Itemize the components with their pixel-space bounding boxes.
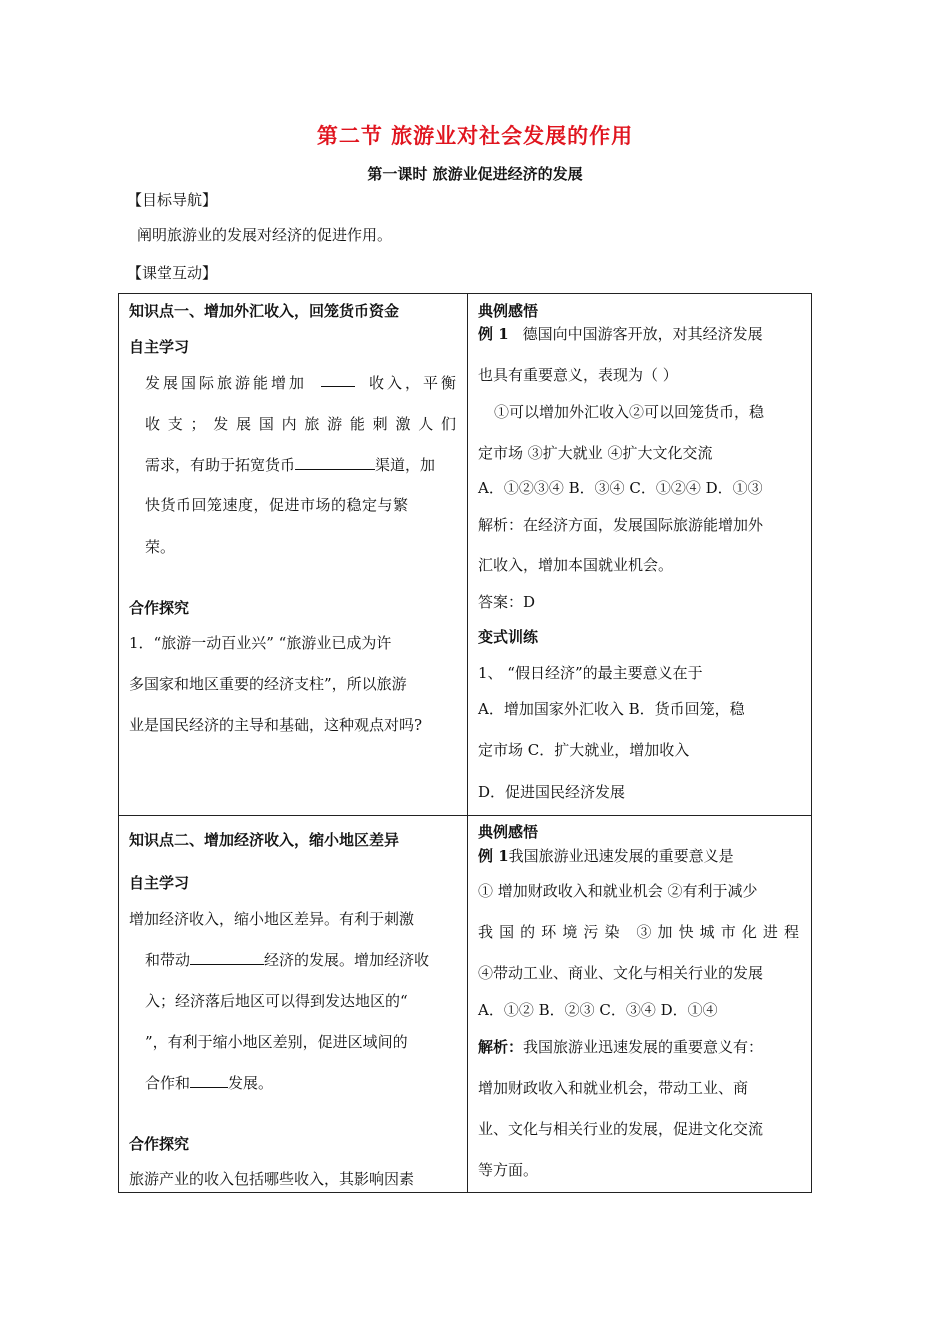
example-line-1 xyxy=(478,323,763,344)
answer-blank[interactable] xyxy=(190,1073,228,1088)
cooperation-question-line-2: 多国家和地区重要的经济支柱”，所以旅游 xyxy=(129,675,407,693)
example-line-2: 也具有重要意义，表现为（ ） xyxy=(478,366,678,384)
goal-text: 阐明旅游业的发展对经济的促进作用。 xyxy=(137,226,393,244)
text: 渠道，加 xyxy=(375,456,436,474)
cooperation-question-line-3: 业是国民经济的主导和基础，这种观点对吗? xyxy=(129,716,423,734)
analysis-line-4: 等方面。 xyxy=(478,1161,539,1179)
self-study-line-3 xyxy=(145,454,435,475)
self-study-line-5: 荣。 xyxy=(145,538,176,556)
example-line-1 xyxy=(478,845,734,866)
page-title: 第二节 旅游业对社会发展的作用 xyxy=(316,123,634,148)
knowledge-point-2-heading: 知识点二、增加经济收入，缩小地区差异 xyxy=(129,831,400,849)
row1-right-cell xyxy=(468,294,812,816)
text: 发展国际旅游能增加 xyxy=(145,374,308,392)
analysis-label: 解析： xyxy=(478,1038,524,1056)
row2-left-cell xyxy=(119,816,468,1193)
self-study-line-1 xyxy=(145,372,459,393)
analysis-line-3: 业、文化与相关行业的发展，促进文化交流 xyxy=(478,1120,764,1138)
example-line-3: ①可以增加外汇收入②可以回笼货币，稳 xyxy=(494,403,765,421)
text: 经济的发展。增加经济收 xyxy=(264,951,430,969)
self-study-line-2: 收支；发展国内旅游能刺激人们 xyxy=(145,415,459,433)
goal-heading: 【目标导航】 xyxy=(127,191,218,209)
variant-line-2: A．增加国家外汇收入 B．货币回笼，稳 xyxy=(478,700,745,718)
variant-line-3: 定市场 C．扩大就业，增加收入 xyxy=(478,741,690,759)
example-heading: 典例感悟 xyxy=(478,823,539,841)
text: 德国向中国游客开放，对其经济发展 xyxy=(522,325,763,343)
row2-right-cell xyxy=(468,816,812,1193)
cooperation-heading: 合作探究 xyxy=(129,599,190,617)
self-study-line-4: 快货币回笼速度，促进市场的稳定与繁 xyxy=(145,496,409,514)
variant-heading: 变式训练 xyxy=(478,628,539,646)
answer-blank[interactable] xyxy=(190,950,264,965)
example-line-2: ① 增加财政收入和就业机会 ②有利于减少 xyxy=(478,882,758,900)
text: 需求，有助于拓宽货币 xyxy=(145,456,296,474)
analysis-line-1: 解析：在经济方面，发展国际旅游能增加外 xyxy=(478,516,764,534)
text: 我国旅游业迅速发展的重要意义有： xyxy=(523,1038,764,1056)
text: 发展。 xyxy=(228,1074,274,1092)
self-study-line-1: 增加经济收入，缩小地区差异。有利于刺激 xyxy=(129,910,415,928)
table-row xyxy=(119,816,812,1193)
text: 收入，平衡 xyxy=(368,374,459,392)
example-line-4: 定市场 ③扩大就业 ④扩大文化交流 xyxy=(478,444,713,462)
self-study-line-4: ”，有利于缩小地区差别，促进区域间的 xyxy=(145,1033,408,1051)
example-label: 例 1 xyxy=(478,847,509,865)
knowledge-point-1-heading: 知识点一、增加外汇收入，回笼货币资金 xyxy=(129,302,400,320)
example-heading: 典例感悟 xyxy=(478,302,539,320)
example-label: 例 1 xyxy=(478,325,509,343)
cooperation-heading: 合作探究 xyxy=(129,1135,190,1153)
answer-text: 答案：D xyxy=(478,593,536,611)
analysis-line-2: 汇收入，增加本国就业机会。 xyxy=(478,556,674,574)
analysis-line-1 xyxy=(478,1036,763,1057)
row1-left-cell xyxy=(119,294,468,816)
example-line-4: ④带动工业、商业、文化与相关行业的发展 xyxy=(478,964,764,982)
cooperation-question-line-1: 旅游产业的收入包括哪些收入，其影响因素 xyxy=(129,1170,415,1188)
answer-blank[interactable] xyxy=(321,372,355,387)
answer-blank[interactable] xyxy=(295,455,375,470)
variant-line-4: D．促进国民经济发展 xyxy=(478,783,626,801)
lesson-table xyxy=(118,293,812,1193)
self-study-heading: 自主学习 xyxy=(129,338,190,356)
analysis-line-2: 增加财政收入和就业机会，带动工业、商 xyxy=(478,1079,749,1097)
self-study-line-3: 入；经济落后地区可以得到发达地区的“ xyxy=(145,992,408,1010)
text: 合作和 xyxy=(145,1074,191,1092)
class-heading: 【课堂互动】 xyxy=(127,264,218,282)
text: 我国旅游业迅速发展的重要意义是 xyxy=(508,847,734,865)
table-row xyxy=(119,294,812,816)
example-line-3: 我国的环境污染 ③加快城市化进程 xyxy=(478,923,800,941)
example-options: A．①②③④ B．③④ C．①②④ D．①③ xyxy=(478,479,763,497)
self-study-heading: 自主学习 xyxy=(129,874,190,892)
variant-line-1: 1、 “假日经济”的最主要意义在于 xyxy=(478,664,703,682)
text: 和带动 xyxy=(145,951,191,969)
page-subtitle: 第一课时 旅游业促进经济的发展 xyxy=(367,165,583,183)
self-study-line-5 xyxy=(145,1072,273,1093)
self-study-line-2 xyxy=(145,949,429,970)
cooperation-question-line-1: 1．“旅游一动百业兴” “旅游业已成为许 xyxy=(129,634,392,652)
example-options: A．①② B．②③ C．③④ D．①④ xyxy=(478,1001,718,1019)
